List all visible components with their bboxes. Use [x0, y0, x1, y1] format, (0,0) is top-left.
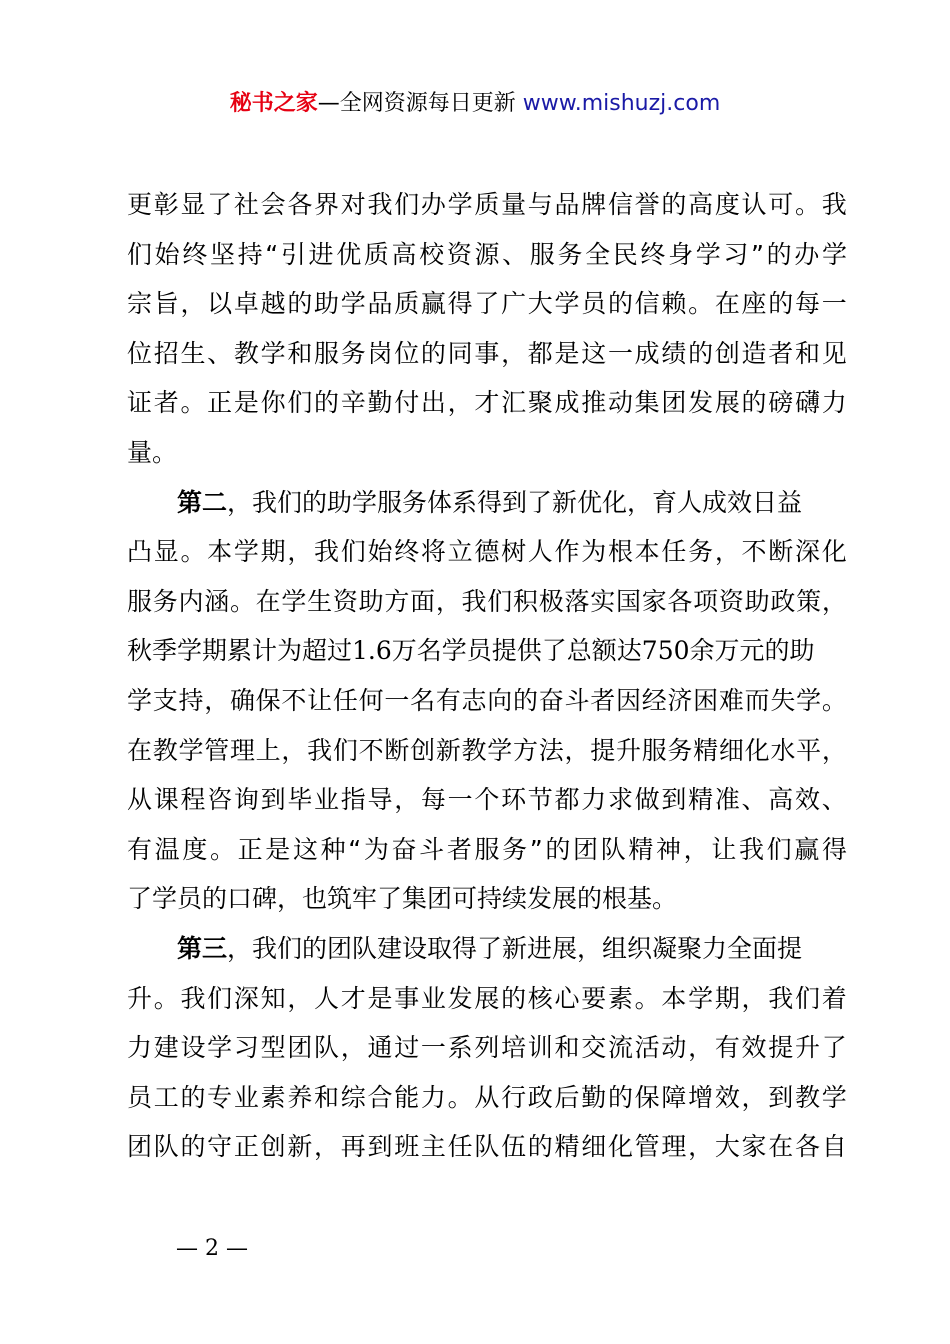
text-line: 员 工 的 专 业 素 养 和 综 合 能 力 。 从 行 政 后 勤 的 保 障 增 效 ， 到 教 学	[127, 1082, 847, 1112]
text-line: 更 彰 显 了 社 会 各 界 对 我 们 办 学 质 量 与 品 牌 信 誉 的 高 度 认 可 。 我	[127, 190, 847, 219]
paragraph-3-first-line	[127, 924, 847, 974]
text-segment: 万名学员提供了总额达	[391, 636, 642, 666]
paragraph-2-first-text: ，我们的助学服务体系得到了新优化，育人成效日益	[227, 487, 803, 517]
paragraph-2-first-line	[127, 478, 847, 528]
site-url-link[interactable]: www.mishuzj.com	[522, 91, 721, 116]
document-body	[127, 180, 847, 1172]
text-line: 们 始 终 坚 持 “ 引 进 优 质 高 校 资 源 、 服 务 全 民 终 身 学 习 ” 的 办 学	[127, 239, 847, 269]
text-line: 学 支 持 ， 确 保 不 让 任 何 一 名 有 志 向 的 奋 斗 者 因 经 济 困 难 而 失 学 。	[127, 685, 847, 715]
text-line: 服 务 内 涵 。 在 学 生 资 助 方 面 ， 我 们 积 极 落 实 国 家 各 项 资 助 政 策 ，	[127, 586, 847, 616]
paragraph-3-first-text: ，我们的团队建设取得了新进展，组织凝聚力全面提	[227, 933, 803, 963]
text-line: 证 者 。 正 是 你 们 的 辛 勤 付 出 ， 才 汇 聚 成 推 动 集 团 发 展 的 磅 礴 力	[127, 388, 847, 418]
aid-amount-figure: 750	[641, 636, 690, 666]
text-line: 宗 旨 ， 以 卓 越 的 助 学 品 质 赢 得 了 广 大 学 员 的 信 赖 。 在 座 的 每 一	[127, 289, 847, 319]
text-line: 升 。 我 们 深 知 ， 人 才 是 事 业 发 展 的 核 心 要 素 。 本 学 期 ， 我 们 着	[127, 983, 847, 1013]
text-segment: 余万元的助	[689, 636, 815, 666]
header-tagline: —全网资源每日更新	[317, 91, 523, 116]
brand-name: 秘书之家	[229, 91, 318, 116]
text-line: 了学员的口碑，也筑牢了集团可持续发展的根基。	[127, 884, 678, 914]
text-line: 凸 显 。 本 学 期 ， 我 们 始 终 将 立 德 树 人 作 为 根 本 任 务 ， 不 断 深 化	[127, 537, 847, 567]
text-line: 量。	[127, 437, 178, 467]
student-count-figure: 1.6	[352, 636, 392, 666]
text-line-with-figures	[127, 626, 847, 676]
paragraph-2-lead: 第二	[177, 487, 228, 517]
text-line: 团 队 的 守 正 创 新 ， 再 到 班 主 任 队 伍 的 精 细 化 管 理 ， 大 家 在 各 自	[127, 1132, 847, 1162]
text-line: 在 教 学 管 理 上 ， 我 们 不 断 创 新 教 学 方 法 ， 提 升 服 务 精 细 化 水 平 ，	[127, 735, 847, 765]
text-line: 力 建 设 学 习 型 团 队 ， 通 过 一 系 列 培 训 和 交 流 活 动 ， 有 效 提 升 了	[127, 1033, 847, 1063]
text-line: 位 招 生 、 教 学 和 服 务 岗 位 的 同 事 ， 都 是 这 一 成 绩 的 创 造 者 和 见	[127, 338, 847, 368]
text-segment: 秋季学期累计为超过	[127, 636, 353, 666]
paragraph-3-lead: 第三	[177, 933, 228, 963]
page-header	[0, 88, 950, 120]
text-line: 从 课 程 咨 询 到 毕 业 指 导 ， 每 一 个 环 节 都 力 求 做 到 精 准 、 高 效 、	[127, 785, 847, 815]
page-number: — 2 —	[176, 1236, 248, 1261]
text-line: 有 温 度 。 正 是 这 种 “ 为 奋 斗 者 服 务 ” 的 团 队 精 神 ， 让 我 们 赢 得	[127, 834, 847, 864]
